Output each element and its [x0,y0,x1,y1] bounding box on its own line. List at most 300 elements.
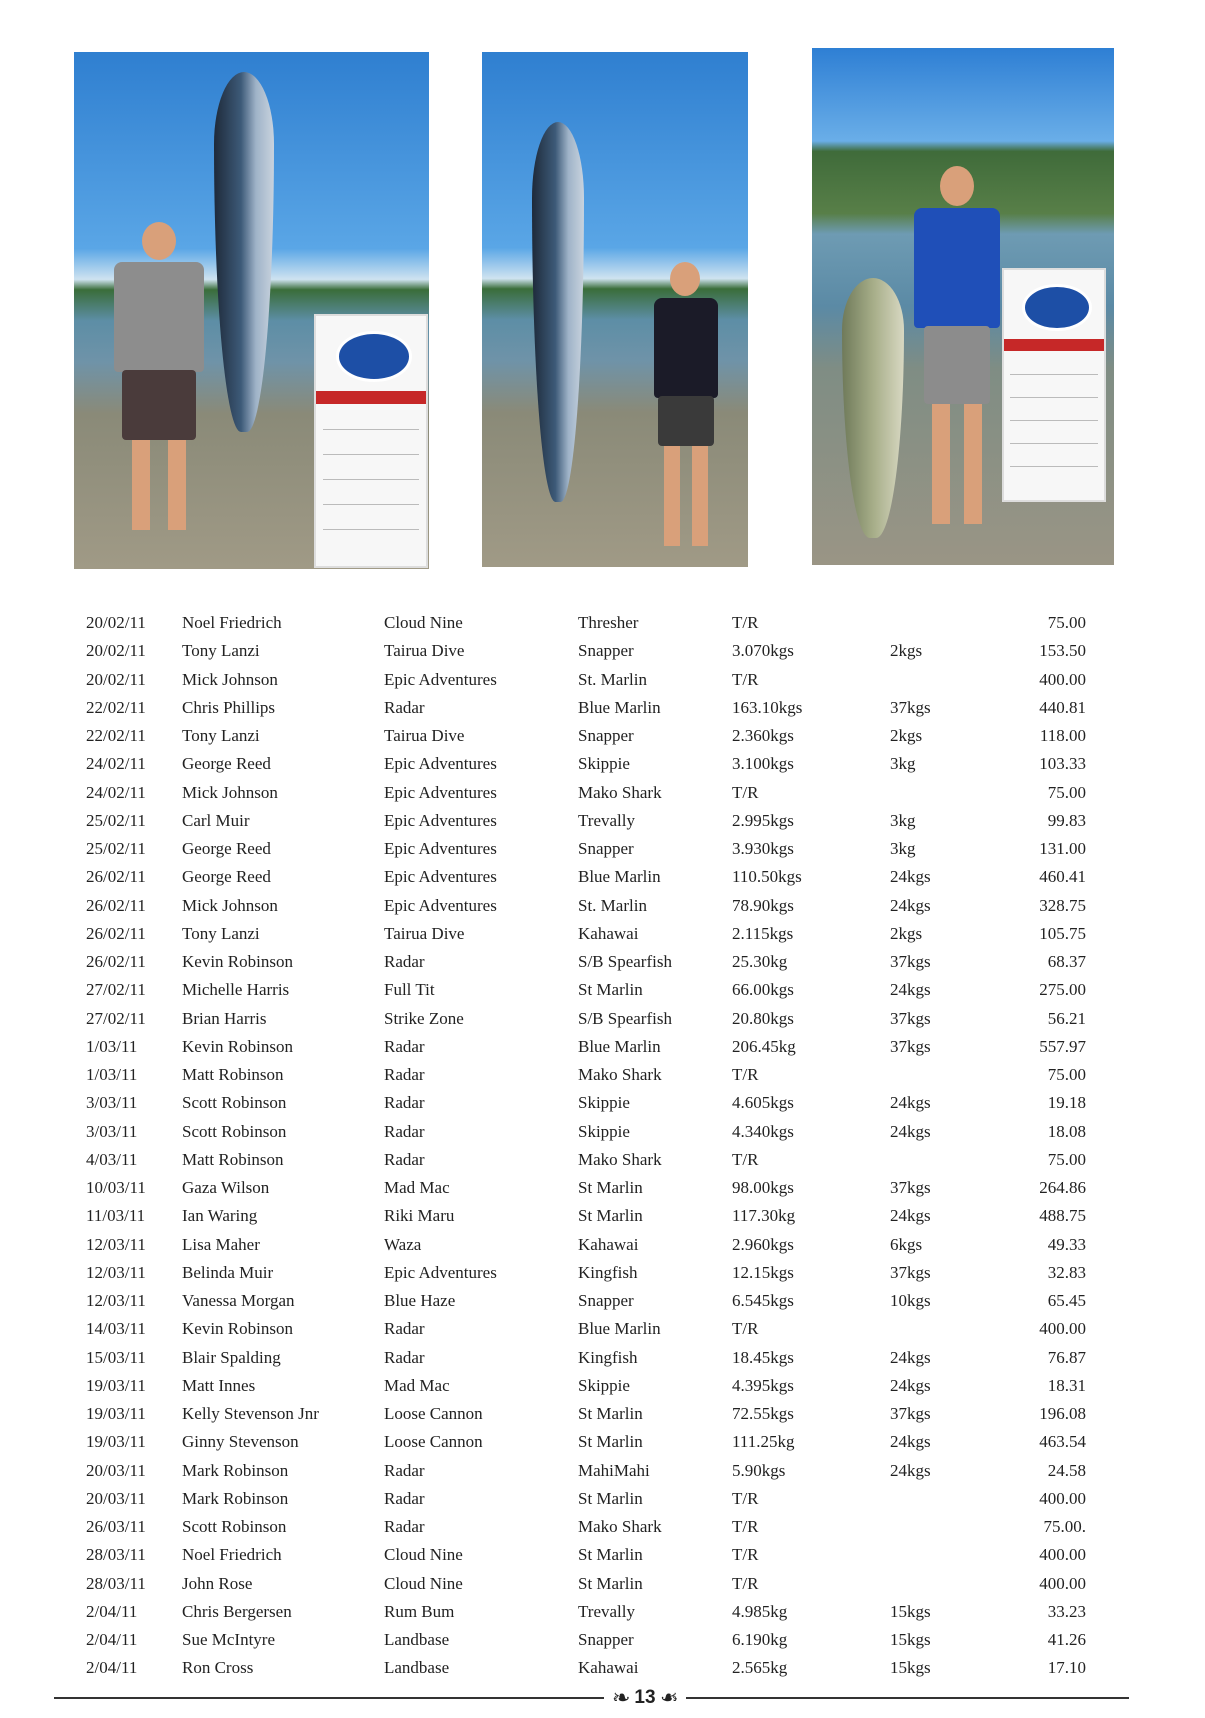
table-row [86,609,1126,637]
angler-name: Matt Robinson [182,1065,284,1084]
catch-date: 12/03/11 [86,1234,146,1254]
fish-weight: 111.25kg [732,1432,795,1452]
catch-date: 15/03/11 [86,1347,146,1367]
catch-date: 26/03/11 [86,1517,146,1536]
line-class: 3kg [890,810,916,830]
catch-date: 20/03/11 [86,1488,146,1508]
angler-name: Kelly Stevenson Jnr [182,1404,319,1423]
table-row [86,779,1126,807]
line-class: 24kgs [890,980,931,1000]
fish-weight: T/R [732,1488,759,1508]
angler-name: Mick Johnson [182,895,278,915]
marlin-left-icon: ❧ [611,1685,631,1711]
angler-name: Belinda Muir [182,1262,274,1282]
fish-weight: 2.360kgs [732,726,794,745]
fish-species: St Marlin [578,1573,643,1593]
angler-name: George Reed [182,867,271,887]
catch-points: 75.00 [1047,1149,1086,1169]
angler-figure [902,166,1012,565]
fish-weight: T/R [732,1573,759,1593]
line-class: 24kgs [890,895,931,915]
fish-weight: T/R [732,1065,759,1084]
angler-name: Matt Innes [182,1375,256,1395]
catch-points: 463.54 [1039,1432,1086,1452]
photo-marlin-catch-1 [74,52,429,569]
catch-points: 440.81 [1039,697,1086,717]
table-row [86,1259,1126,1287]
angler-name: Kevin Robinson [182,952,293,971]
boat-name: Radar [384,1460,425,1480]
angler-name: Scott Robinson [182,1121,287,1141]
catch-points: 75.00 [1047,613,1086,632]
angler-name: Mick Johnson [182,669,278,689]
catch-points: 56.21 [1047,1008,1086,1028]
fish-species: Kahawai [578,923,639,943]
photo-marlin-catch-2 [482,52,748,567]
fish-weight: 5.90kgs [732,1460,786,1480]
catch-date: 27/02/11 [86,1008,146,1028]
fish-weight: 2.960kgs [732,1234,794,1254]
fish-weight: 25.30kg [732,952,788,971]
catch-date: 12/03/11 [86,1291,146,1310]
boat-name: Landbase [384,1658,450,1678]
fish-species: St Marlin [578,1404,643,1423]
line-class: 15kgs [890,1658,931,1678]
fish-species: Snapper [578,726,634,745]
table-row [86,637,1126,665]
boat-name: Radar [384,1149,425,1169]
line-class: 37kgs [890,1404,931,1423]
line-class: 37kgs [890,1262,931,1282]
catch-date: 24/02/11 [86,754,146,774]
boat-name: Epic Adventures [384,895,497,915]
fish-weight: 4.340kgs [732,1121,794,1141]
boat-name: Radar [384,1036,425,1056]
angler-name: John Rose [182,1573,253,1593]
fish-species: St Marlin [578,1488,643,1508]
fish-species: St. Marlin [578,895,647,915]
boat-name: Radar [384,1488,425,1508]
fish-weight: T/R [732,782,759,802]
fish-species: St Marlin [578,980,643,1000]
photo-kingfish-catch [812,48,1114,565]
boat-name: Epic Adventures [384,782,497,802]
fish-weight: 18.45kgs [732,1347,794,1367]
catch-points: 33.23 [1047,1601,1086,1621]
table-row [86,863,1126,891]
catch-points: 49.33 [1047,1234,1086,1254]
boat-name: Full Tit [384,980,435,1000]
fish-species: Kahawai [578,1234,639,1254]
angler-name: Carl Muir [182,810,250,830]
fish-weight: T/R [732,613,759,632]
catch-points: 557.97 [1039,1036,1086,1056]
boat-name: Radar [384,1065,425,1084]
boat-name: Radar [384,1517,425,1536]
angler-name: Lisa Maher [182,1234,260,1254]
angler-name: Blair Spalding [182,1347,281,1367]
catch-date: 28/03/11 [86,1573,146,1593]
footer-rule [54,1697,1129,1699]
catch-points: 400.00 [1039,1573,1086,1593]
angler-name: Scott Robinson [182,1517,287,1536]
angler-name: Vanessa Morgan [182,1291,295,1310]
catch-points: 400.00 [1039,1545,1086,1565]
boat-name: Blue Haze [384,1291,456,1310]
boat-name: Epic Adventures [384,1262,497,1282]
fish-weight: 3.100kgs [732,754,794,774]
angler-name: Tony Lanzi [182,923,260,943]
boat-name: Radar [384,952,425,971]
catch-points: 19.18 [1047,1093,1086,1113]
catch-points: 460.41 [1039,867,1086,887]
fish-weight: T/R [732,1149,759,1169]
catch-date: 22/02/11 [86,726,146,745]
fish-weight: 72.55kgs [732,1404,794,1423]
boat-name: Epic Adventures [384,754,497,774]
fish-weight: 2.115kgs [732,923,794,943]
fish-weight: 163.10kgs [732,697,803,717]
catch-date: 24/02/11 [86,782,146,802]
line-class: 24kgs [890,867,931,887]
catch-points: 76.87 [1047,1347,1086,1367]
fish-species: Skippie [578,1375,630,1395]
angler-name: Chris Phillips [182,697,276,717]
line-class: 24kgs [890,1347,931,1367]
fish-species: Kingfish [578,1347,638,1367]
table-row [86,694,1126,722]
catch-points: 400.00 [1039,1488,1086,1508]
fish-species: S/B Spearfish [578,952,672,971]
boat-name: Mad Mac [384,1178,450,1197]
fish-species: Mako Shark [578,1149,662,1169]
boat-name: Cloud Nine [384,613,463,632]
angler-name: Ian Waring [182,1206,258,1226]
boat-name: Loose Cannon [384,1404,483,1423]
line-class: 2kgs [890,641,923,661]
angler-name: Kevin Robinson [182,1319,293,1339]
boat-name: Mad Mac [384,1375,450,1395]
boat-name: Cloud Nine [384,1545,463,1565]
catch-points: 153.50 [1039,641,1086,661]
fish-species: Snapper [578,1291,634,1310]
fish-species: Trevally [578,1601,635,1621]
catch-results-table [86,609,1126,1683]
catch-date: 10/03/11 [86,1178,146,1197]
boat-name: Radar [384,1347,425,1367]
catch-date: 1/03/11 [86,1036,138,1056]
table-row [86,1146,1126,1174]
catch-date: 19/03/11 [86,1404,146,1423]
catch-date: 2/04/11 [86,1601,138,1621]
boat-name: Riki Maru [384,1206,455,1226]
fish-weight: T/R [732,1319,759,1339]
catch-points: 18.08 [1047,1121,1086,1141]
angler-name: Chris Bergersen [182,1601,292,1621]
table-row [86,1570,1126,1598]
fish-species: Snapper [578,641,634,661]
boat-name: Loose Cannon [384,1432,483,1452]
table-row [86,1315,1126,1343]
line-class: 24kgs [890,1206,931,1226]
weigh-station-sign [314,314,428,568]
boat-name: Epic Adventures [384,810,497,830]
table-row [86,976,1126,1004]
fish-species: St. Marlin [578,669,647,689]
angler-name: Matt Robinson [182,1149,284,1169]
fish-weight: 4.395kgs [732,1375,794,1395]
fish-weight: 20.80kgs [732,1008,794,1028]
page-footer [604,1682,686,1714]
fish-weight: 98.00kgs [732,1178,794,1197]
boat-name: Landbase [384,1630,450,1649]
fish-species: Snapper [578,1630,634,1649]
fish-species: St Marlin [578,1206,643,1226]
catch-date: 20/02/11 [86,613,146,632]
fish-weight: T/R [732,669,759,689]
fish-weight: T/R [732,1545,759,1565]
line-class: 24kgs [890,1375,931,1395]
table-row [86,1231,1126,1259]
catch-points: 328.75 [1039,895,1086,915]
table-row [86,1541,1126,1569]
boat-name: Strike Zone [384,1008,464,1028]
catch-points: 65.45 [1047,1291,1086,1310]
catch-points: 131.00 [1039,839,1086,858]
line-class: 2kgs [890,726,923,745]
catch-date: 14/03/11 [86,1319,146,1339]
table-row [86,722,1126,750]
line-class: 10kgs [890,1291,931,1310]
angler-figure [104,222,214,562]
fish-weight: 4.985kg [732,1601,788,1621]
catch-date: 26/02/11 [86,867,146,887]
table-row [86,948,1126,976]
boat-name: Epic Adventures [384,867,497,887]
fish-species: Blue Marlin [578,867,661,887]
catch-date: 28/03/11 [86,1545,146,1565]
table-row [86,1174,1126,1202]
fish-species: Kahawai [578,1658,639,1678]
line-class: 37kgs [890,697,931,717]
catch-points: 17.10 [1047,1658,1086,1678]
catch-date: 22/02/11 [86,697,146,717]
page-number: 13 [634,1687,656,1708]
fish-species: Kingfish [578,1262,638,1282]
table-row [86,892,1126,920]
fish-species: Trevally [578,810,635,830]
fish-species: MahiMahi [578,1460,650,1480]
catch-date: 4/03/11 [86,1149,138,1169]
fish-weight: 12.15kgs [732,1262,794,1282]
fish-species: Thresher [578,613,639,632]
fish-weight: 2.565kg [732,1658,788,1678]
boat-name: Cloud Nine [384,1573,463,1593]
catch-points: 75.00 [1047,782,1086,802]
line-class: 37kgs [890,1036,931,1056]
catch-date: 25/02/11 [86,810,146,830]
table-row [86,1005,1126,1033]
line-class: 2kgs [890,923,923,943]
table-row [86,1598,1126,1626]
catch-date: 20/02/11 [86,669,146,689]
fish-weight: 206.45kg [732,1036,796,1056]
catch-points: 75.00. [1043,1517,1086,1536]
fish-species: S/B Spearfish [578,1008,672,1028]
catch-date: 2/04/11 [86,1630,138,1649]
line-class: 37kgs [890,952,931,971]
table-row [86,1089,1126,1117]
catch-date: 2/04/11 [86,1658,138,1678]
table-row [86,1202,1126,1230]
catch-points: 118.00 [1039,726,1086,745]
angler-name: Kevin Robinson [182,1036,293,1056]
table-row [86,920,1126,948]
table-row [86,1033,1126,1061]
catch-points: 24.58 [1047,1460,1086,1480]
table-row [86,835,1126,863]
angler-name: Brian Harris [182,1008,267,1028]
line-class: 24kgs [890,1093,931,1113]
line-class: 3kg [890,839,916,858]
fish-species: Skippie [578,1093,630,1113]
angler-name: Mark Robinson [182,1488,289,1508]
hanging-kingfish [842,278,904,538]
fish-weight: 4.605kgs [732,1093,794,1113]
line-class: 24kgs [890,1121,931,1141]
weigh-station-sign [1002,268,1106,502]
angler-name: Scott Robinson [182,1093,287,1113]
boat-name: Tairua Dive [384,923,465,943]
table-row [86,1513,1126,1541]
boat-name: Radar [384,1121,425,1141]
fish-species: Blue Marlin [578,1319,661,1339]
table-row [86,1654,1126,1682]
angler-name: Mark Robinson [182,1460,289,1480]
angler-name: George Reed [182,839,271,858]
table-row [86,1626,1126,1654]
line-class: 6kgs [890,1234,923,1254]
angler-figure [642,262,732,562]
catch-points: 75.00 [1047,1065,1086,1084]
catch-points: 103.33 [1039,754,1086,774]
catch-date: 26/02/11 [86,923,146,943]
angler-name: Gaza Wilson [182,1178,270,1197]
table-row [86,666,1126,694]
fish-species: Blue Marlin [578,697,661,717]
catch-points: 400.00 [1039,1319,1086,1339]
line-class: 15kgs [890,1630,931,1649]
line-class: 24kgs [890,1460,931,1480]
catch-points: 99.83 [1047,810,1086,830]
marlin-right-icon: ❧ [659,1685,678,1711]
table-row [86,1400,1126,1428]
catch-date: 25/02/11 [86,839,146,858]
catch-points: 400.00 [1039,669,1086,689]
catch-points: 196.08 [1039,1404,1086,1423]
fish-weight: 66.00kgs [732,980,794,1000]
table-row [86,807,1126,835]
fish-species: St Marlin [578,1178,643,1197]
hanging-marlin [214,72,274,432]
boat-name: Tairua Dive [384,641,465,661]
fish-weight: 110.50kgs [732,867,802,887]
fish-weight: 2.995kgs [732,810,794,830]
table-row [86,1061,1126,1089]
boat-name: Radar [384,1319,425,1339]
catch-date: 19/03/11 [86,1432,146,1452]
boat-name: Radar [384,697,425,717]
hanging-marlin [532,122,584,502]
line-class: 3kg [890,754,916,774]
angler-name: George Reed [182,754,271,774]
fish-species: Mako Shark [578,1065,662,1084]
catch-points: 488.75 [1039,1206,1086,1226]
boat-name: Epic Adventures [384,669,497,689]
fish-weight: 6.190kg [732,1630,788,1649]
fish-weight: T/R [732,1517,759,1536]
fish-weight: 117.30kg [732,1206,796,1226]
catch-date: 27/02/11 [86,980,146,1000]
line-class: 37kgs [890,1008,931,1028]
angler-name: Tony Lanzi [182,641,260,661]
fish-weight: 6.545kgs [732,1291,794,1310]
fish-species: St Marlin [578,1432,643,1452]
catch-date: 20/02/11 [86,641,146,661]
angler-name: Michelle Harris [182,980,290,1000]
catch-date: 12/03/11 [86,1262,146,1282]
catch-date: 3/03/11 [86,1093,138,1113]
catch-points: 32.83 [1047,1262,1086,1282]
boat-name: Waza [384,1234,422,1254]
table-row [86,1118,1126,1146]
catch-date: 20/03/11 [86,1460,146,1480]
table-row [86,1372,1126,1400]
line-class: 37kgs [890,1178,931,1197]
boat-name: Radar [384,1093,425,1113]
angler-name: Noel Friedrich [182,613,282,632]
catch-date: 3/03/11 [86,1121,138,1141]
catch-points: 18.31 [1047,1375,1086,1395]
fish-species: Blue Marlin [578,1036,661,1056]
angler-name: Ginny Stevenson [182,1432,299,1452]
fish-weight: 78.90kgs [732,895,794,915]
table-row [86,1457,1126,1485]
angler-name: Tony Lanzi [182,726,260,745]
catch-date: 26/02/11 [86,895,146,915]
catch-points: 105.75 [1039,923,1086,943]
fish-species: Skippie [578,754,630,774]
catch-points: 41.26 [1047,1630,1086,1649]
boat-name: Epic Adventures [384,839,497,858]
table-row [86,1287,1126,1315]
angler-name: Sue McIntyre [182,1630,276,1649]
line-class: 24kgs [890,1432,931,1452]
catch-points: 264.86 [1039,1178,1086,1197]
angler-name: Ron Cross [182,1658,254,1678]
fish-species: Snapper [578,839,634,858]
catch-date: 19/03/11 [86,1375,146,1395]
boat-name: Rum Bum [384,1601,455,1621]
angler-name: Noel Friedrich [182,1545,282,1565]
fish-species: St Marlin [578,1545,643,1565]
table-row [86,1428,1126,1456]
catch-date: 1/03/11 [86,1065,138,1084]
catch-points: 68.37 [1047,952,1086,971]
table-row [86,750,1126,778]
catch-date: 11/03/11 [86,1206,146,1226]
catch-date: 26/02/11 [86,952,146,971]
